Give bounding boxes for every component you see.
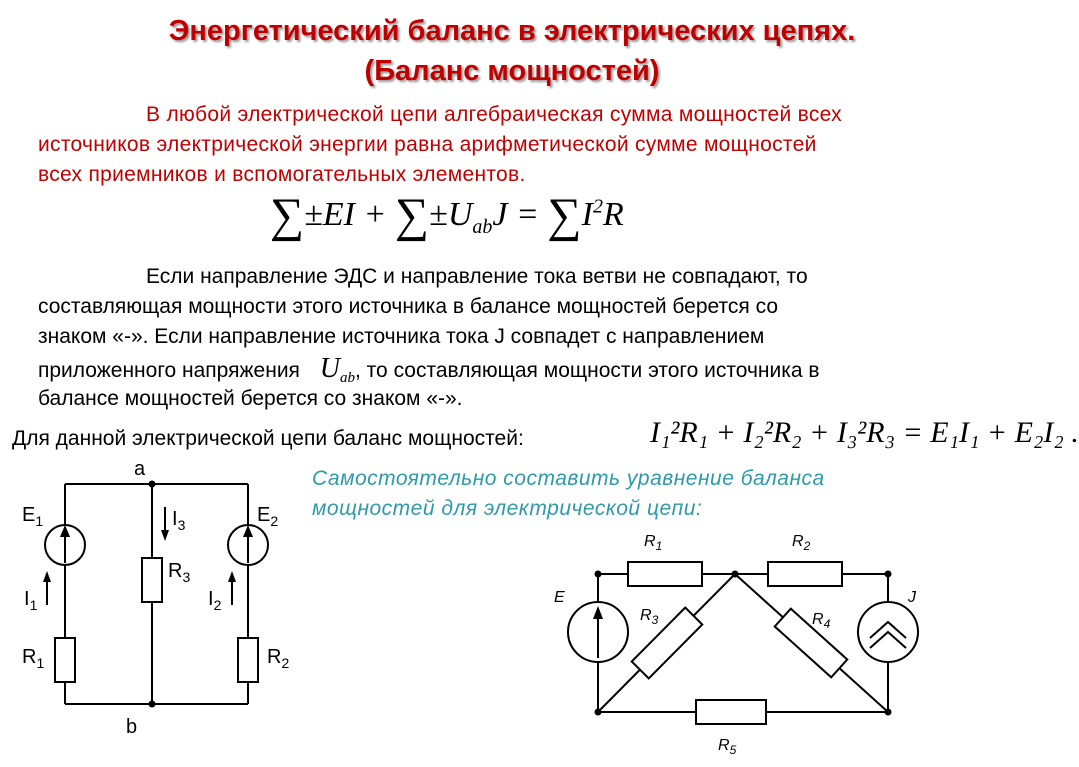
label-r2: $R_2$ — [267, 646, 290, 671]
label-r1: $R_1$ — [22, 646, 45, 671]
current-arrow-i3 — [161, 507, 169, 541]
node-top-right — [885, 571, 892, 578]
current-arrow-i1 — [43, 571, 51, 605]
label-r5: $R_5$ — [718, 737, 737, 757]
node-top-left — [595, 571, 602, 578]
power-balance-formula — [270, 188, 624, 248]
rule-line-3: знаком «-». Если направление источника тока J совпадет с направлением — [38, 325, 765, 348]
example-text: Для данной электрической цепи баланс мощностей: — [12, 427, 524, 450]
node-top-middle — [732, 571, 739, 578]
rule-line-4-start: приложенного напряжения — [38, 359, 300, 382]
label-e: E — [554, 589, 565, 606]
page-subtitle: (Баланс мощностей) — [364, 55, 660, 87]
label-i3: $I_3$ — [172, 508, 186, 533]
definition-line-3: всех приемников и вспомогательных элементов. — [38, 163, 526, 186]
current-source-j — [858, 602, 918, 662]
circuit-diagram-1 — [0, 455, 310, 745]
node-b-dot — [149, 701, 156, 708]
formula-r: R — [602, 196, 624, 233]
task-line-1: Самостоятельно составить уравнение баланса — [312, 467, 825, 490]
resistor-r2 — [238, 638, 258, 682]
formula-u-sub: ab — [472, 215, 493, 238]
rule-line-1: Если направление ЭДС и направление тока ветви не совпадают, то — [146, 265, 808, 288]
task-line-2: мощностей для электрической цепи: — [312, 497, 703, 520]
resistor-r4 — [775, 609, 848, 678]
label-r2: $R_2$ — [792, 533, 811, 553]
resistor-r1 — [55, 638, 75, 682]
node-bottom-right — [885, 709, 892, 716]
resistor-r5 — [696, 700, 766, 724]
source-e — [568, 602, 628, 662]
rule-u: U — [319, 353, 340, 384]
formula-i-sup: 2 — [592, 195, 603, 218]
sum-symbol: ∑ — [547, 189, 582, 242]
source-e2 — [228, 525, 268, 565]
definition-line-2: источников электрической энергии равна арифметической сумме мощностей — [38, 133, 817, 156]
current-arrow-i2 — [228, 571, 236, 605]
example-formula: I₁²R₁ + I₂²R₂ + I₃²R₃ = E₁I₁ + E₂I₂ . — [650, 416, 1079, 449]
formula-i: I — [581, 196, 593, 233]
node-a-label: a — [134, 458, 146, 480]
formula-u: U — [447, 196, 473, 233]
rule-line-4-end: , то составляющая мощности этого источника в — [355, 359, 820, 382]
formula-pm: ± — [429, 196, 448, 233]
node-bottom-left — [595, 709, 602, 716]
rule-u-sub: ab — [340, 370, 355, 387]
circuit-diagram-2 — [540, 520, 940, 760]
rule-line-2: составляющая мощности этого источника в балансе мощностей берется со — [38, 295, 779, 318]
resistor-r1 — [628, 562, 702, 586]
resistor-r3 — [142, 558, 162, 602]
label-r3: $R_3$ — [168, 560, 191, 585]
node-b-label: b — [126, 716, 138, 738]
node-a-dot — [149, 481, 156, 488]
label-i1: $I_1$ — [24, 588, 38, 613]
label-j: J — [908, 589, 916, 606]
rule-line-5: балансе мощностей берется со знаком «-». — [38, 387, 463, 410]
label-e2: $E_2$ — [257, 504, 279, 529]
label-r4: $R_4$ — [812, 611, 831, 631]
label-e1: $E_1$ — [22, 504, 44, 529]
formula-j: J = — [492, 196, 539, 233]
sum-symbol: ∑ — [394, 189, 430, 242]
definition-line-1: В любой электрической цепи алгебраическая сумма мощностей всех — [146, 103, 842, 126]
label-r1: $R_1$ — [644, 533, 663, 553]
resistor-r2 — [768, 562, 842, 586]
page-title: Энергетический баланс в электрических цепях. — [168, 15, 856, 47]
source-e1 — [45, 525, 85, 565]
sum-symbol: ∑ — [270, 189, 305, 242]
label-i2: $I_2$ — [208, 588, 222, 613]
label-r3: $R_3$ — [640, 607, 659, 627]
formula-term-ei: ±EI + — [304, 196, 387, 233]
